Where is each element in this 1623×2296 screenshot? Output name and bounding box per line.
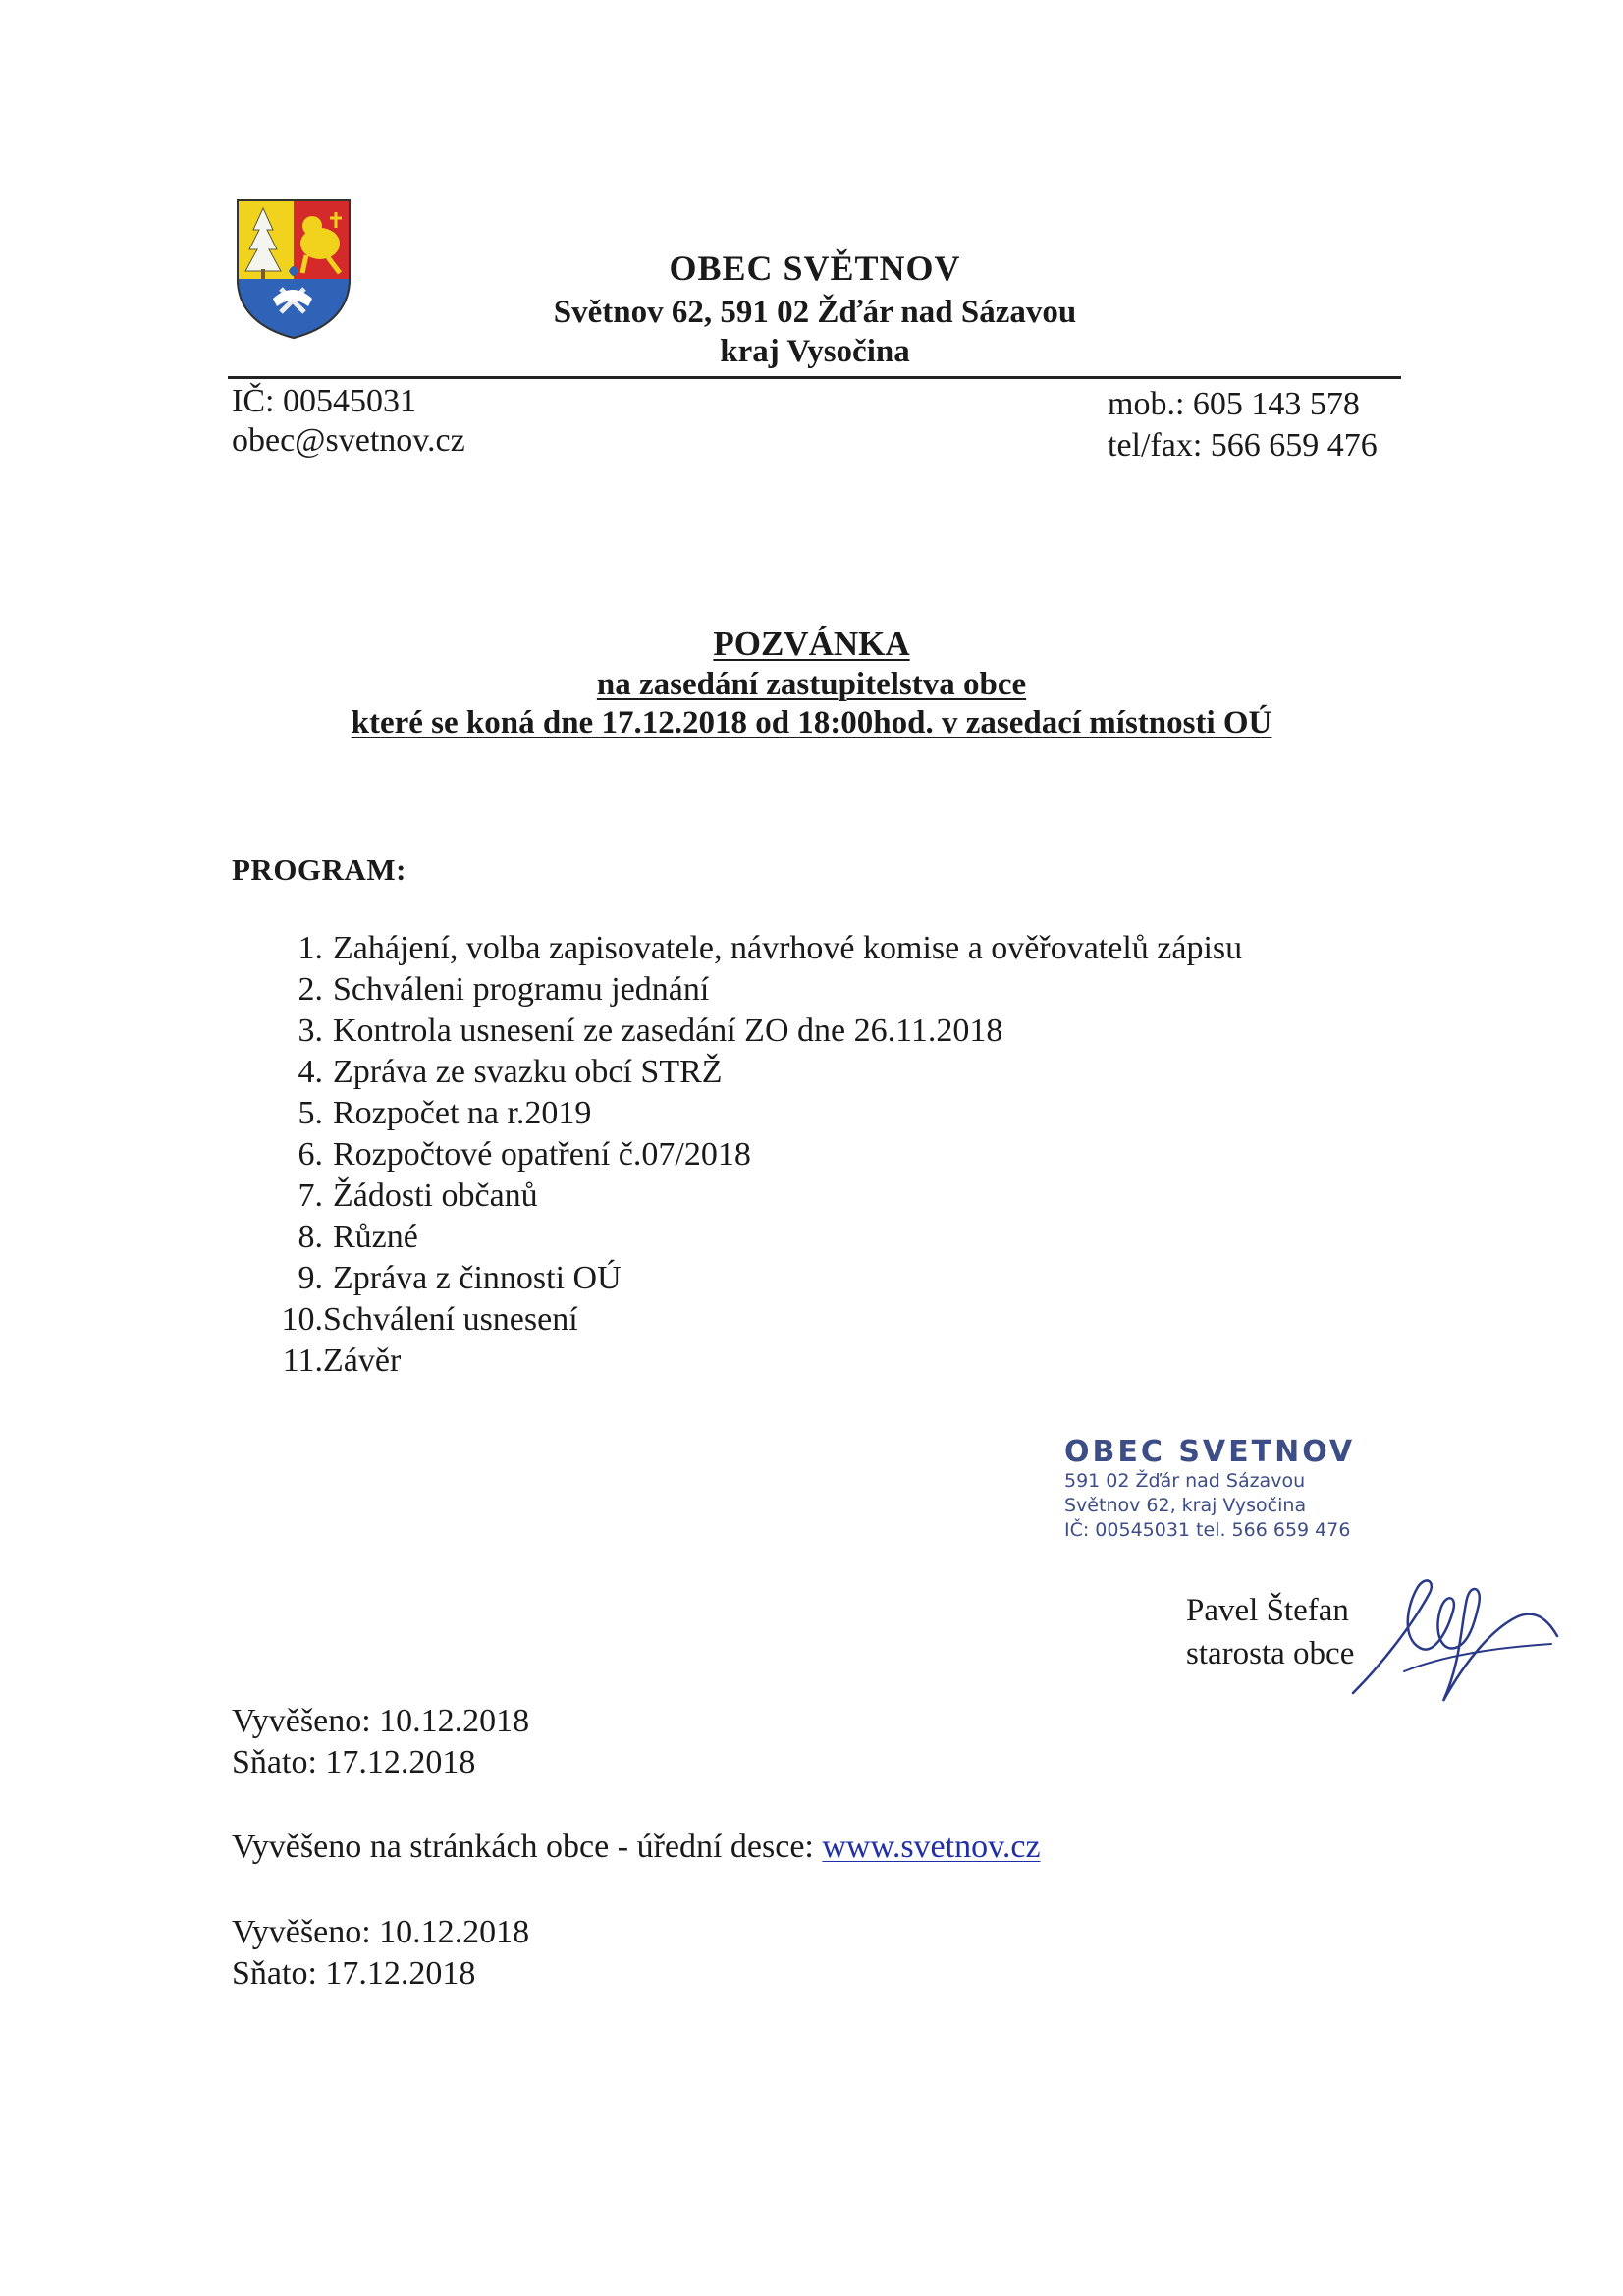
coat-of-arms-logo <box>234 196 353 340</box>
posting-dates-2 <box>232 1912 529 1995</box>
municipality-address: Světnov 62, 591 02 Žďár nad Sázavou <box>553 295 1077 330</box>
web-posting-label: Vyvěšeno na stránkách obce - úřední desce: <box>232 1829 814 1865</box>
list-item: 3. Kontrola usnesení ze zasedání ZO dne 26.11.2018 <box>298 1012 1003 1049</box>
ico-number: IČ: 00545031 <box>232 383 416 419</box>
header-divider <box>228 376 1401 379</box>
removed-date: Sňato: 17.12.2018 <box>232 1955 476 1992</box>
posted-date: Vyvěšeno: 10.12.2018 <box>232 1703 530 1739</box>
program-heading: PROGRAM: <box>232 852 406 887</box>
posted-date: Vyvěšeno: 10.12.2018 <box>232 1914 530 1950</box>
invitation-subtitle: na zasedání zastupitelstva obce <box>596 667 1027 702</box>
mobile-number: mob.: 605 143 578 <box>1108 386 1360 422</box>
list-item: 6. Rozpočtové opatření č.07/2018 <box>298 1136 751 1173</box>
handwritten-signature <box>1345 1554 1561 1721</box>
list-item: 8. Různé <box>298 1219 418 1255</box>
official-stamp: OBEC SVETNOV 591 02 Žďár nad Sázavou Světnov 62, kraj Vysočina IČ: 00545031 tel. 566 659 476 <box>1064 1435 1356 1541</box>
signer-block <box>1186 1589 1354 1675</box>
posting-dates-1 <box>232 1701 529 1783</box>
municipality-region: kraj Vysočina <box>720 334 910 369</box>
invitation-title: POZVÁNKA <box>713 625 910 663</box>
program-list <box>278 928 1242 1382</box>
signer-role: starosta obce <box>1186 1636 1355 1671</box>
list-item: 9. Zpráva z činnosti OÚ <box>298 1260 622 1296</box>
list-item: 2. Schváleni programu jednání <box>298 971 710 1008</box>
list-item: 10.Schválení usnesení <box>281 1301 578 1338</box>
signer-name: Pavel Štefan <box>1186 1593 1349 1628</box>
email-address: obec@svetnov.cz <box>232 422 465 459</box>
list-item: 5. Rozpočet na r.2019 <box>298 1095 592 1131</box>
municipality-name: OBEC SVĚTNOV <box>669 248 961 288</box>
list-item: 1. Zahájení, volba zapisovatele, návrhové komise a ověřovatelů zápisu <box>298 930 1243 966</box>
removed-date: Sňato: 17.12.2018 <box>232 1744 476 1780</box>
invitation-date-place: které se koná dne 17.12.2018 od 18:00hod. v zasedací místnosti OÚ <box>351 705 1272 740</box>
list-item: 11.Závěr <box>282 1342 402 1379</box>
list-item: 4. Zpráva ze svazku obcí STRŽ <box>298 1054 723 1090</box>
website-link[interactable]: www.svetnov.cz <box>822 1829 1041 1865</box>
web-posting-line <box>232 1827 1041 1868</box>
list-item: 7. Žádosti občanů <box>298 1177 538 1214</box>
tel-fax-number: tel/fax: 566 659 476 <box>1108 427 1378 464</box>
